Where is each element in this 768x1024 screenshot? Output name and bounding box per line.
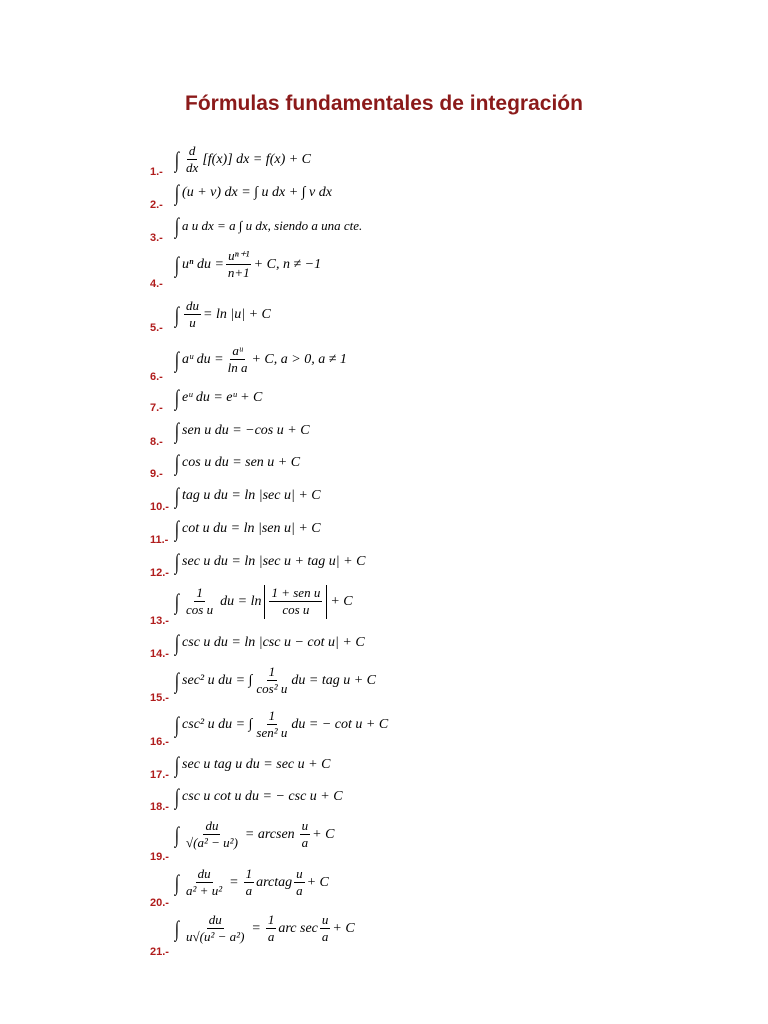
- formula-number: 20.-: [150, 897, 169, 909]
- formula-number: 12.-: [150, 567, 169, 579]
- formula-expression: ∫ $\frac{du}{\text{a² + u²}}$ = $\frac{1}{a}$ arctag $\frac{u}{a}$ + C: [174, 866, 329, 899]
- fraction: $\frac{1}{\text{cos u}}$: [186, 585, 214, 618]
- formula-number: 15.-: [150, 692, 169, 704]
- integral-sign: ∫: [174, 418, 180, 443]
- formula-expression: ∫ csc² u du = ∫ $\frac{1}{\text{sen² u}}$ du = − cot u + C: [174, 708, 389, 741]
- fraction: $\frac{du}{\text{u√(u² − a²)}}$: [186, 912, 245, 945]
- formula-number: 16.-: [150, 736, 169, 748]
- formula-row: [150, 182, 670, 212]
- formula-row: [150, 866, 670, 912]
- formula-expression: ∫ sec u tag u du = sec u + C: [174, 752, 331, 777]
- integral-sign: ∫: [174, 516, 180, 541]
- formula-expression: ∫ csc u du = ln |csc u − cot u| + C: [174, 630, 365, 655]
- fraction: $\frac{du}{\text{a² + u²}}$: [186, 866, 223, 899]
- formula-expression: ∫ (u + v) dx = ∫ u dx + ∫ v dx: [174, 180, 332, 205]
- fraction: $\frac{du}{u}$: [186, 298, 200, 331]
- formula-row: [150, 912, 670, 962]
- formula-row: [150, 754, 670, 784]
- absolute-value: [264, 585, 327, 619]
- formula-number: 1.-: [150, 166, 163, 178]
- formula-number: 21.-: [150, 946, 169, 958]
- formula-row: [150, 248, 670, 292]
- integral-sign: ∫: [174, 711, 180, 737]
- formula-number: 8.-: [150, 436, 163, 448]
- formula-number: 4.-: [150, 278, 163, 290]
- formula-row: [150, 452, 670, 482]
- integral-sign: ∫: [174, 752, 180, 777]
- fraction: $\frac{u}{a}$: [296, 866, 303, 899]
- integral-sign: ∫: [174, 483, 180, 508]
- formula-expression: ∫ sen u du = −cos u + C: [174, 418, 310, 443]
- integral-sign: ∫: [174, 630, 180, 655]
- formula-expression: ∫ csc u cot u du = − csc u + C: [174, 784, 343, 809]
- formula-row: [150, 551, 670, 581]
- integral-sign: ∫: [174, 213, 180, 238]
- fraction: $\frac{\text{1 + sen u}}{\text{cos u}}$: [271, 585, 321, 618]
- formula-row: [150, 664, 670, 708]
- formula-row: [150, 215, 670, 245]
- formula-number: 11.-: [150, 534, 169, 546]
- formula-row: [150, 632, 670, 662]
- integral-sign: ∫: [174, 821, 180, 847]
- fraction: $\frac{u}{a}$: [321, 912, 329, 945]
- formula-number: 2.-: [150, 199, 163, 211]
- integral-sign: ∫: [174, 784, 180, 809]
- integral-sign: ∫: [174, 385, 180, 410]
- integral-sign: ∫: [174, 251, 180, 277]
- formula-row: [150, 343, 670, 387]
- integral-sign: ∫: [174, 667, 180, 693]
- formula-expression: ∫ tag u du = ln |sec u| + C: [174, 483, 321, 508]
- formula-expression: ∫ $\frac{du}{\text{√(a² − u²)}}$ = arcsen $\frac{u}{a}$ + C: [174, 818, 335, 851]
- integral-sign: ∫: [174, 869, 180, 895]
- formula-row: [150, 818, 670, 864]
- formula-number: 17.-: [150, 769, 169, 781]
- fraction: $\frac{1}{a}$: [245, 866, 253, 899]
- formula-row: [150, 518, 670, 548]
- formula-row: [150, 485, 670, 515]
- integral-sign: ∫: [174, 549, 180, 574]
- fraction: $\frac{1}{\text{sen² u}}$: [256, 708, 288, 741]
- formula-expression: ∫ a u dx = a ∫ u dx, siendo a una cte.: [174, 213, 363, 238]
- fraction: $\frac{du}{\text{√(a² − u²)}}$: [186, 818, 238, 851]
- formula-number: 10.-: [150, 501, 169, 513]
- formula-expression: ∫ eᵘ du = eᵘ + C: [174, 385, 263, 410]
- formula-row: [150, 420, 670, 450]
- integral-sign: ∫: [174, 146, 180, 172]
- formula-number: 13.-: [150, 615, 169, 627]
- formula-expression: ∫ sec u du = ln |sec u + tag u| + C: [174, 549, 366, 574]
- formula-row: [150, 786, 670, 816]
- formula-expression: ∫ sec² u du = ∫ $\frac{1}{\text{cos² u}}$ du = tag u + C: [174, 664, 376, 697]
- formula-number: 9.-: [150, 468, 163, 480]
- fraction: $\frac{1}{\text{cos² u}}$: [256, 664, 288, 697]
- formula-number: 6.-: [150, 371, 163, 383]
- formula-expression: ∫ uⁿ du = $\frac{\text{uⁿ⁺¹}}{n+1}$ + C, n ≠ −1: [174, 248, 322, 281]
- formula-row: [150, 708, 670, 752]
- formula-expression: ∫ $\frac{1}{\text{cos u}}$ du = ln $\frac{\text{1 + sen u}}{\text{cos u}}$ + C: [174, 585, 353, 618]
- formula-number: 5.-: [150, 322, 163, 334]
- fraction: $\frac{1}{a}$: [267, 912, 275, 945]
- formula-expression: ∫ aᵘ du = $\frac{\text{aᵘ}}{\text{ln a}}$ + C, a > 0, a ≠ 1: [174, 343, 347, 376]
- page-title: Fórmulas fundamentales de integración: [185, 92, 583, 115]
- formula-number: 7.-: [150, 402, 163, 414]
- fraction: $\frac{u}{a}$: [301, 818, 309, 851]
- formula-number: 19.-: [150, 851, 169, 863]
- fraction: $\frac{\text{uⁿ⁺¹}}{n+1}$: [227, 248, 250, 281]
- formula-row: [150, 143, 670, 183]
- formula-row: [150, 387, 670, 415]
- formula-expression: ∫ cos u du = sen u + C: [174, 450, 301, 475]
- formula-number: 18.-: [150, 801, 169, 813]
- fraction: $\frac{d}{dx}$: [186, 143, 199, 176]
- integral-sign: ∫: [174, 450, 180, 475]
- formula-expression: ∫ cot u du = ln |sen u| + C: [174, 516, 321, 541]
- formula-expression: ∫ $\frac{d}{dx}$ [f(x)] dx = f(x) + C: [174, 143, 312, 176]
- integral-sign: ∫: [174, 588, 180, 614]
- formula-number: 14.-: [150, 648, 169, 660]
- formula-number: 3.-: [150, 232, 163, 244]
- formula-row: [150, 298, 670, 338]
- formula-expression: ∫ $\frac{du}{u}$ = ln |u| + C: [174, 298, 271, 331]
- formula-expression: ∫ $\frac{du}{\text{u√(u² − a²)}}$ = $\frac{1}{a}$ arc sec $\frac{u}{a}$ + C: [174, 912, 355, 945]
- integral-sign: ∫: [174, 180, 180, 205]
- integral-sign: ∫: [174, 301, 180, 327]
- fraction: $\frac{\text{aᵘ}}{\text{ln a}}$: [227, 343, 248, 376]
- formula-row: [150, 585, 670, 629]
- integral-sign: ∫: [174, 346, 180, 372]
- integral-sign: ∫: [174, 915, 180, 941]
